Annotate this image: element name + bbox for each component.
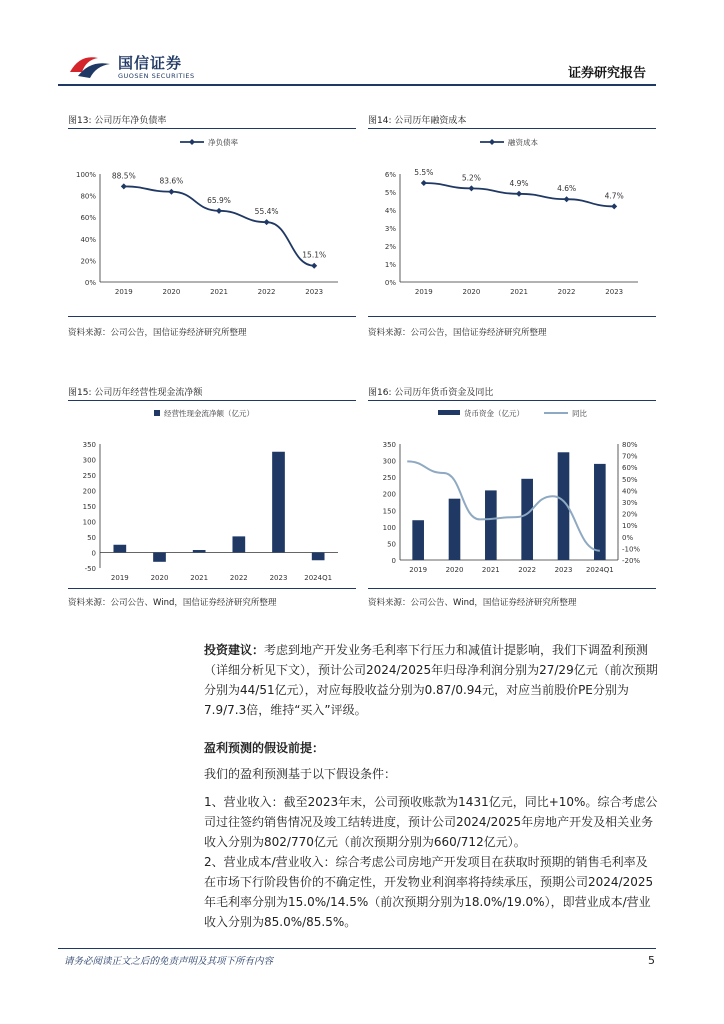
data-label: 83.6% (159, 176, 184, 186)
logo-mark-icon (68, 50, 112, 82)
y-tick-label: 300 (382, 457, 396, 466)
assumption-revenue: 1、营业收入：截至2023年末，公司预收账款为1431亿元，同比+10%。综合考虑公司过往签约销售情况及竣工结转进度，预计公司2024/2025年房地产开发及相关业务收入分别为802/770亿元（前次预期分别为660/712亿元）。 (204, 795, 658, 849)
data-label: 15.1% (302, 250, 327, 260)
bar (232, 536, 245, 552)
assumption-cost: 2、营业成本/营业收入：综合考虑公司房地产开发项目在获取时预期的销售毛利率及在市场下行阶段售价的不确定性，开发物业利润率将持续承压，预期公司2024/2025年毛利率分别为15.0%/14.5%（前次预期分别为18.0%/19.0%），即营业成本/营业收入分别为85.0%/85.5%。 (204, 855, 654, 929)
disclaimer-note: 请务必阅读正文之后的免责声明及其项下所有内容 (64, 956, 274, 967)
y-tick-label: 80% (80, 192, 96, 201)
x-tick-label: 2020 (150, 574, 169, 582)
y-tick-label: 40% (80, 235, 96, 244)
figure-top-rule (68, 400, 356, 401)
y2-tick-label: 0% (622, 533, 634, 542)
bar (521, 479, 533, 560)
legend-swatch-bar (438, 410, 460, 415)
figure-source: 资料来源：公司公告、Wind，国信证券经济研究所整理 (68, 598, 277, 608)
x-tick-label: 2023 (605, 288, 624, 296)
x-tick-label: 2024Q1 (585, 566, 614, 574)
bar (193, 550, 206, 552)
x-tick-label: 2020 (445, 566, 464, 574)
data-label: 5.5% (414, 168, 434, 177)
figure-14 (368, 110, 656, 342)
figure-top-rule (68, 128, 356, 129)
y-tick-label: 300 (82, 456, 96, 465)
y2-tick-label: 70% (622, 452, 638, 461)
data-point-marker (611, 203, 617, 209)
x-tick-label: 2022 (229, 574, 248, 582)
bar (485, 490, 497, 560)
data-point-marker (121, 183, 127, 189)
y-tick-label: 100 (382, 523, 396, 532)
figure-source: 资料来源：公司公告、Wind，国信证券经济研究所整理 (368, 598, 577, 608)
bar (412, 520, 424, 560)
x-tick-label: 2023 (554, 566, 573, 574)
footer-rule (58, 948, 656, 949)
y-tick-label: 250 (82, 472, 96, 480)
data-point-marker (264, 219, 270, 225)
y2-tick-label: 60% (622, 464, 638, 473)
x-tick-label: 2023 (269, 574, 288, 582)
data-label: 4.9% (509, 178, 529, 188)
yoy-line (407, 461, 600, 550)
y2-tick-label: 10% (622, 522, 638, 531)
y-tick-label: 350 (82, 441, 96, 449)
y-tick-label: 0 (391, 557, 396, 565)
y-tick-label: 350 (382, 441, 396, 449)
y-tick-label: 5% (384, 189, 396, 197)
legend-label: 融资成本 (508, 138, 538, 147)
data-point-marker (516, 191, 522, 197)
x-tick-label: 2019 (414, 288, 433, 296)
x-tick-label: 2021 (481, 566, 500, 574)
y-tick-label: 150 (382, 507, 396, 516)
investment-advice-heading: 投资建议： (204, 643, 265, 657)
legend-label: 经营性现金流净额（亿元） (164, 409, 254, 418)
x-tick-label: 2019 (114, 288, 133, 296)
figure-13 (68, 110, 356, 342)
x-tick-label: 2023 (305, 288, 324, 296)
x-tick-label: 2020 (162, 288, 181, 296)
y2-tick-label: 50% (622, 475, 638, 484)
investment-advice-body: 考虑到地产开发业务毛利率下行压力和减值计提影响，我们下调盈利预测（详细分析见下文），预计公司2024/2025年归母净利润分别为27/29亿元（前次预期分别为44/51亿元），对应每股收益分别为0.87/0.94元，对应当前股价PE分别为7.9/7.3倍，维持“买入”评级。 (204, 643, 658, 717)
data-point-marker (421, 180, 427, 186)
figure-bottom-rule (368, 316, 656, 317)
figure-title: 图16: 公司历年货币资金及同比 (368, 388, 494, 398)
bar (272, 452, 285, 553)
y-tick-label: 4% (384, 207, 396, 215)
page-number: 5 (648, 954, 655, 967)
y-tick-label: 150 (82, 503, 96, 511)
y2-tick-label: 80% (622, 441, 638, 449)
figure-bottom-rule (68, 316, 356, 317)
x-tick-label: 2022 (257, 288, 276, 296)
data-point-marker (564, 196, 570, 202)
y-tick-label: 60% (80, 214, 96, 223)
figure-top-rule (368, 400, 656, 401)
legend-marker (489, 139, 495, 145)
x-tick-label: 2020 (462, 288, 481, 296)
chart-operating-cash-flow (68, 404, 356, 584)
x-tick-label: 2024Q1 (304, 574, 333, 582)
y-tick-label: 250 (382, 474, 396, 483)
y-tick-label: 1% (384, 261, 396, 269)
investment-advice (204, 640, 658, 720)
logo (68, 50, 112, 82)
y-tick-label: 50 (387, 540, 396, 549)
y-tick-label: 0% (84, 279, 96, 287)
y-tick-label: 3% (384, 225, 396, 233)
legend-label-bar: 货币资金（亿元） (464, 409, 524, 418)
data-label: 88.5% (111, 171, 136, 181)
figure-15 (68, 382, 356, 614)
x-tick-label: 2021 (510, 288, 528, 296)
data-label: 55.4% (254, 207, 279, 217)
y2-tick-label: 40% (622, 487, 638, 496)
figure-source: 资料来源：公司公告，国信证券经济研究所整理 (368, 328, 547, 338)
y-tick-label: 50 (87, 534, 96, 542)
y-tick-label: 200 (382, 490, 396, 499)
assumptions-heading: 盈利预测的假设前提： (204, 741, 325, 755)
figure-bottom-rule (68, 588, 356, 589)
chart-financing-cost (368, 132, 656, 312)
y2-tick-label: -20% (622, 557, 641, 565)
x-tick-label: 2019 (409, 566, 428, 574)
y-tick-label: 0% (384, 279, 396, 287)
y2-tick-label: 30% (622, 499, 638, 507)
logo-en-text: GUOSEN SECURITIES (118, 72, 195, 80)
data-point-marker (311, 263, 317, 269)
data-point-marker (168, 189, 174, 195)
x-tick-label: 2021 (190, 574, 209, 582)
figure-source: 资料来源：公司公告，国信证券经济研究所整理 (68, 328, 247, 338)
data-label: 4.7% (604, 191, 624, 201)
legend-marker (189, 139, 195, 145)
data-label: 4.6% (557, 184, 577, 194)
x-tick-label: 2022 (557, 288, 576, 296)
figure-bottom-rule (368, 588, 656, 589)
data-label: 5.2% (461, 173, 481, 183)
y-tick-label: 2% (384, 243, 396, 251)
y-tick-label: 20% (80, 257, 96, 266)
y-tick-label: 100% (75, 171, 96, 179)
x-tick-label: 2019 (110, 574, 129, 582)
data-label: 65.9% (207, 195, 231, 205)
figure-title: 图14: 公司历年融资成本 (368, 116, 467, 126)
figure-top-rule (368, 128, 656, 129)
chart-cash-and-yoy (368, 404, 656, 584)
y-tick-label: 0 (91, 549, 96, 558)
bar (153, 553, 166, 562)
x-tick-label: 2022 (518, 566, 537, 574)
figure-16 (368, 382, 656, 614)
assumptions-intro: 我们的盈利预测基于以下假设条件： (204, 767, 397, 781)
y2-tick-label: 20% (622, 510, 638, 519)
chart-net-debt-ratio (68, 132, 356, 312)
y-tick-label: 200 (82, 487, 96, 496)
report-type: 证券研究报告 (568, 66, 647, 81)
y-tick-label: 6% (384, 171, 396, 179)
bar (449, 499, 461, 560)
data-point-marker (216, 208, 222, 214)
y-tick-label: 100 (82, 518, 96, 527)
bar (594, 464, 606, 560)
header-rule (58, 84, 656, 86)
data-point-marker (468, 185, 474, 191)
y2-tick-label: -10% (622, 545, 641, 554)
legend-label-yoy: 同比 (572, 409, 587, 418)
legend-label: 净负债率 (208, 138, 238, 147)
x-tick-label: 2021 (210, 288, 228, 296)
bar (312, 553, 325, 561)
bar (113, 545, 126, 553)
logo-cn-text: 国信证券 (118, 54, 183, 72)
figure-title: 图13: 公司历年净负债率 (68, 116, 167, 126)
legend-swatch (154, 410, 160, 416)
figure-title: 图15: 公司历年经营性现金流净额 (68, 388, 203, 398)
y-tick-label: -50 (84, 565, 96, 573)
